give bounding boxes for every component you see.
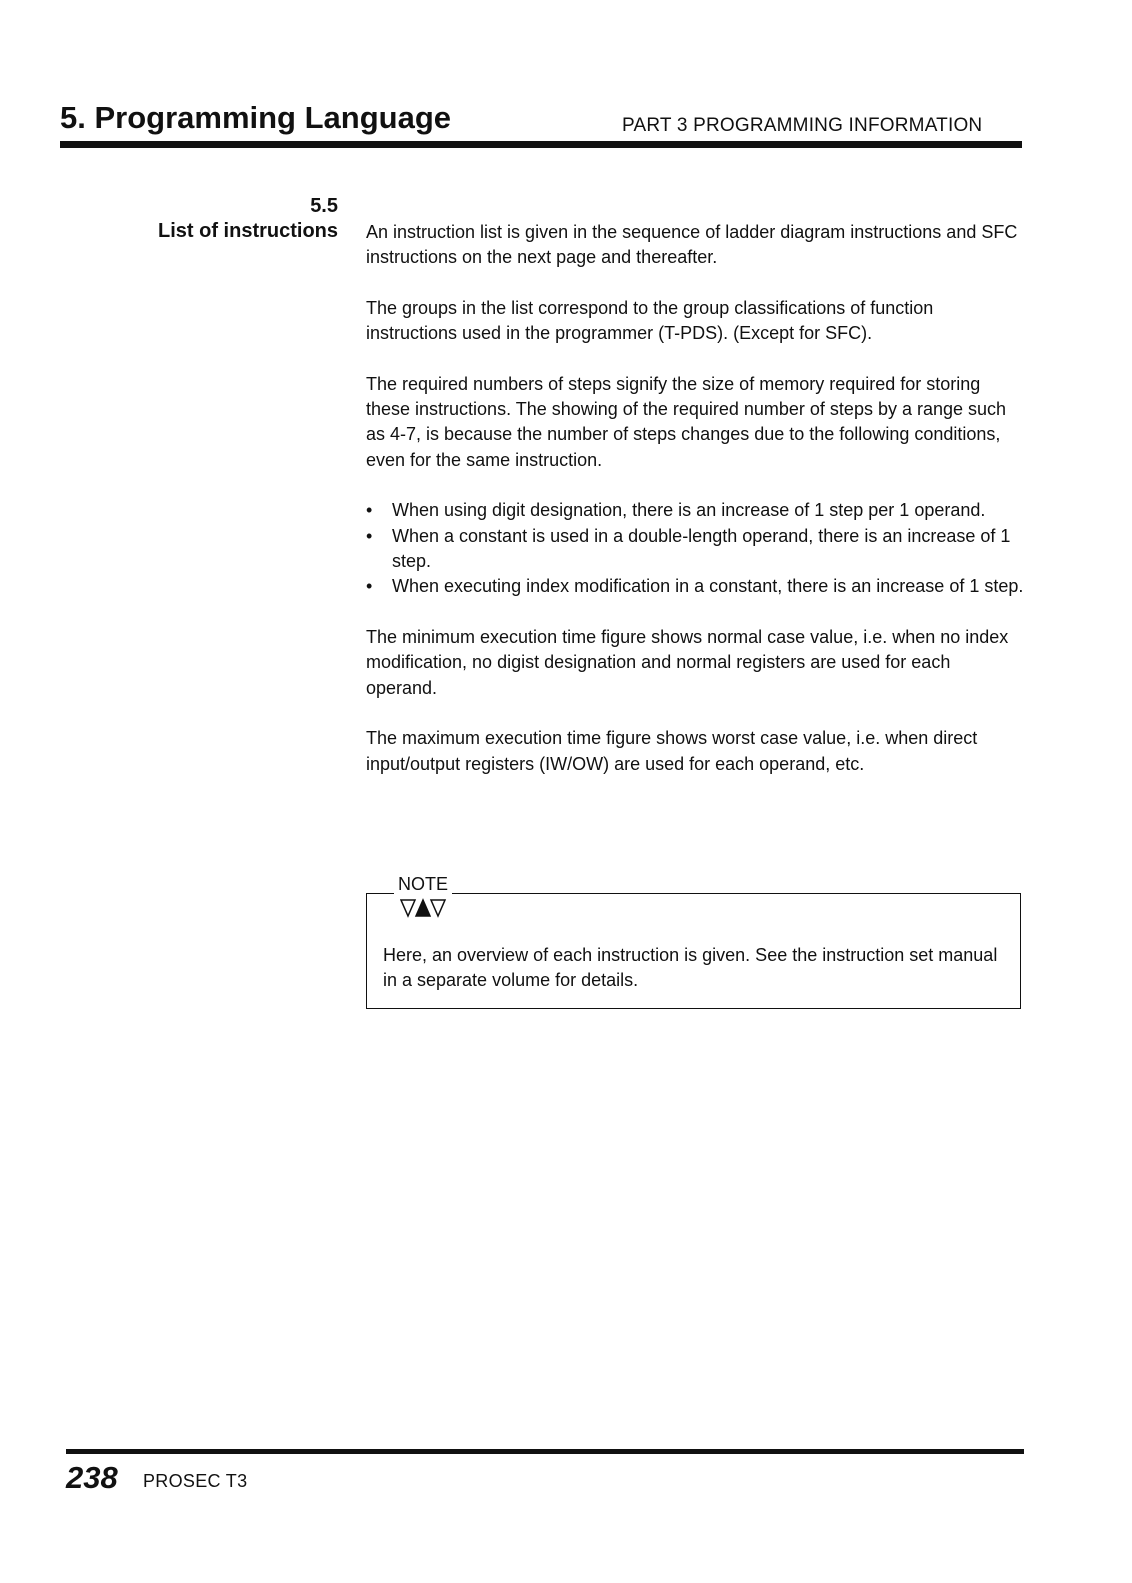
part-label: PART 3 PROGRAMMING INFORMATION	[622, 115, 983, 136]
product-name: PROSEC T3	[143, 1471, 248, 1491]
list-item-text: When executing index modification in a constant, there is an increase of 1 step.	[392, 576, 1024, 597]
section-number: 5.5	[310, 195, 338, 217]
warning-triangles-icon	[400, 897, 450, 919]
note-label: NOTE	[394, 873, 452, 895]
list-item	[366, 524, 1026, 575]
note-text: Here, an overview of each instruction is given. See the instruction set manual in a separate volume for details.	[383, 945, 998, 991]
paragraph: An instruction list is given in the sequence of ladder diagram instructions and SFC instructions on the next page and thereafter.	[366, 222, 1018, 268]
page-number: 238	[66, 1460, 118, 1495]
list-item	[366, 574, 1026, 599]
paragraph: The required numbers of steps signify the size of memory required for storing these instructions. The showing of the required number of steps by a range such as 4-7, is because the number of steps changes due to the following conditions, even for the same instruction.	[366, 373, 1007, 470]
note-box	[366, 871, 1021, 1009]
list-item	[366, 498, 1026, 523]
header-rule	[60, 141, 1022, 148]
list-item-text: When using digit designation, there is an increase of 1 step per 1 operand.	[392, 500, 986, 521]
bullet-icon: •	[366, 576, 373, 597]
bullet-icon: •	[366, 500, 373, 521]
paragraph: The groups in the list correspond to the group classifications of function instructions used in the programmer (T-PDS). (Except for SFC).	[366, 297, 934, 344]
bullet-icon: •	[366, 525, 373, 546]
body-text	[366, 220, 1026, 802]
section-title: List of instructions	[158, 220, 338, 242]
condition-list	[366, 498, 1026, 600]
paragraph: The minimum execution time figure shows normal case value, i.e. when no index modification, no digist designation and normal registers are used for each operand.	[366, 626, 1009, 698]
chapter-title: 5. Programming Language	[60, 100, 452, 135]
paragraph: The maximum execution time figure shows worst case value, i.e. when direct input/output registers (IW/OW) are used for each operand, etc.	[366, 728, 978, 774]
list-item-text: When a constant is used in a double-length operand, there is an increase of 1 step.	[392, 525, 1011, 572]
footer-rule	[66, 1449, 1024, 1454]
